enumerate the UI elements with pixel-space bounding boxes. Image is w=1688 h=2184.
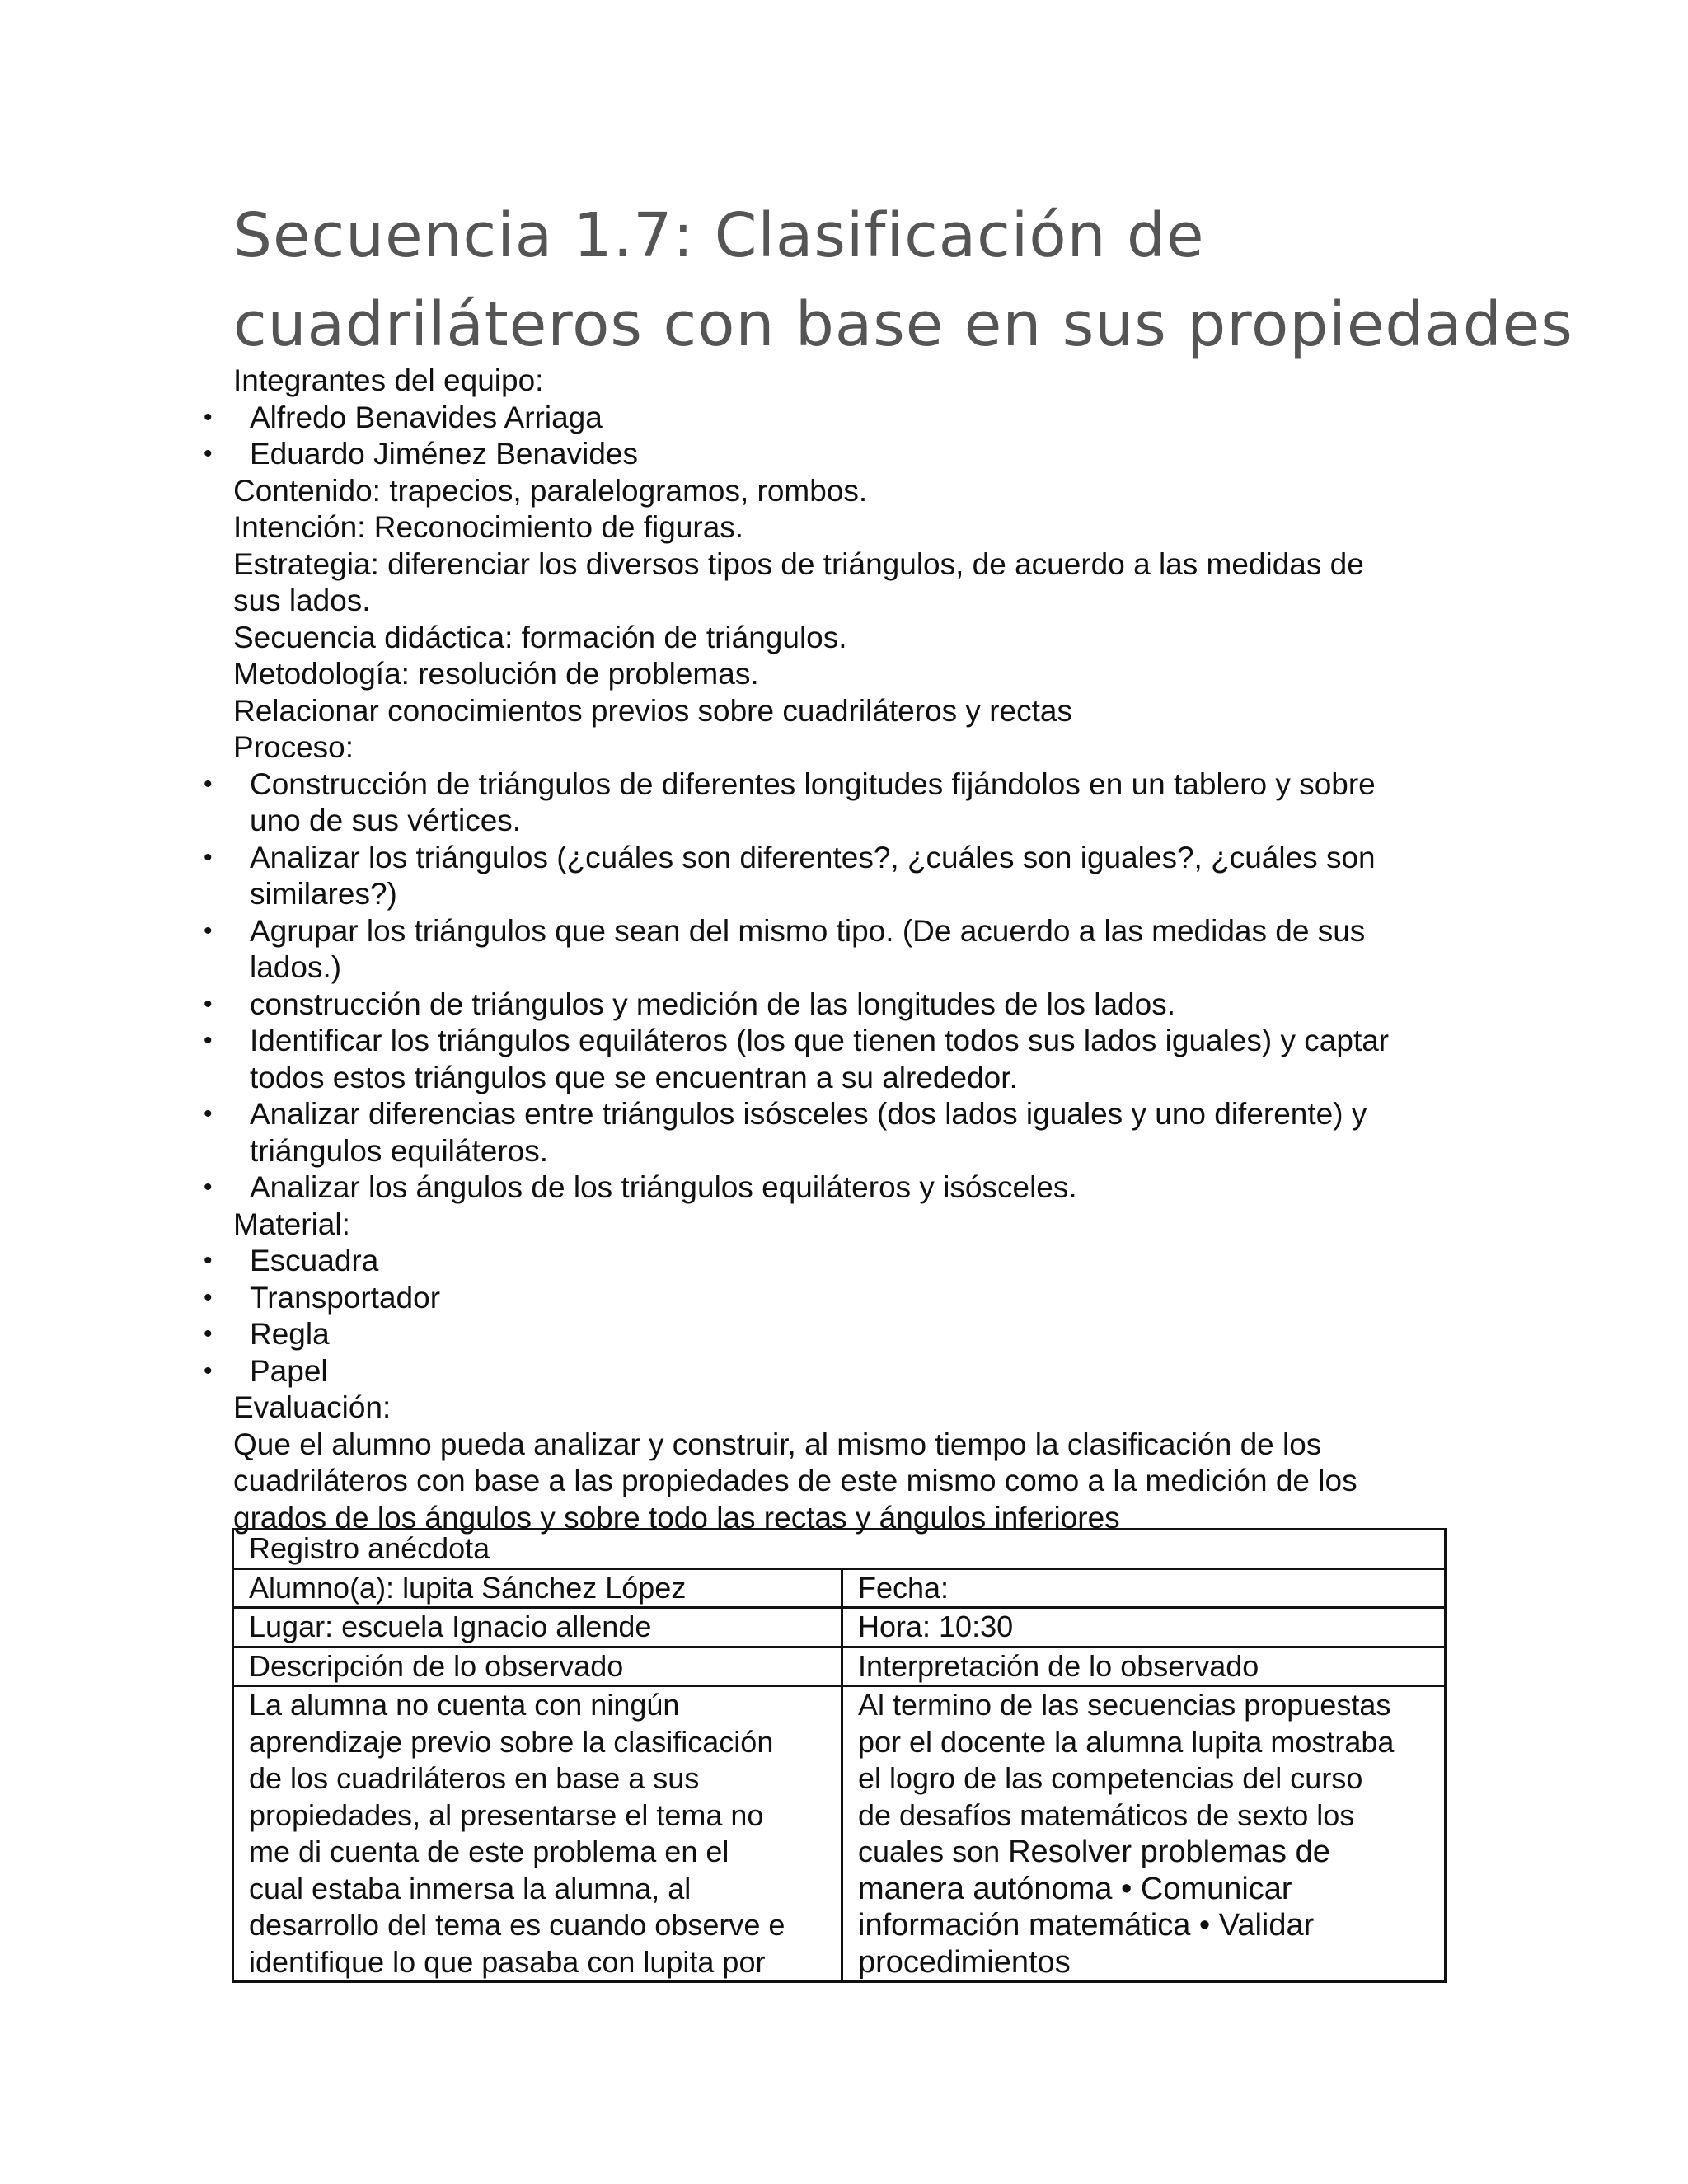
bullet-icon: • (204, 1027, 213, 1054)
integrantes-label: Integrantes del equipo: (233, 363, 544, 397)
bullet-icon: • (204, 403, 213, 431)
table-header-cell: Registro anécdota (233, 1530, 1446, 1569)
interpretacion-cell: Al termino de las secuencias propuestas por el docente la alumna lupita mostraba el logro de las competencias del curso de desafíos matemáticos de sexto los cuales son Resolver problemas de manera autónoma • Comunicar información matemática • Validar procedimientos (842, 1686, 1446, 1982)
document-title (233, 191, 1573, 369)
table-row (233, 1647, 1446, 1686)
descripcion-cell: La alumna no cuenta con ningún aprendizaje previo sobre la clasificación de los cuadriláteros en base a sus propiedades, al presentarse el tema no me di cuenta de este problema en el cual estaba inmersa la alumna, al desarrollo del tema es cuando observe e identifique lo que pasaba con lupita por (233, 1686, 842, 1982)
interpretacion-label-cell: Interpretación de lo observado (842, 1647, 1446, 1686)
list-item: • Identificar los triángulos equiláteros (los que tienen todos sus lados iguales) y captar todos estos triángulos que se encuentran a su alrededor. (204, 1024, 1390, 1094)
registro-anecdota-table (232, 1528, 1447, 1983)
bullet-icon: • (204, 440, 213, 467)
list-item: • Analizar diferencias entre triángulos isósceles (dos lados iguales y uno diferente) y triángulos equiláteros. (204, 1097, 1367, 1168)
bullet-icon: • (204, 916, 213, 944)
bullet-icon: • (204, 1357, 213, 1385)
estrategia-text-1: Estrategia: diferenciar los diversos tipos de triángulos, de acuerdo a las medidas de (233, 546, 1364, 581)
alumno-cell: Alumno(a): lupita Sánchez López (233, 1568, 842, 1608)
material-label: Material: (233, 1207, 350, 1241)
list-item: • Analizar los triángulos (¿cuáles son diferentes?, ¿cuáles son iguales?, ¿cuáles son similares?) (204, 840, 1376, 911)
list-item: • Analizar los ángulos de los triángulos equiláteros y isósceles. (233, 1169, 1437, 1207)
material-list (204, 1243, 1437, 1390)
bullet-icon: • (204, 1247, 213, 1274)
bullet-icon: • (204, 843, 213, 871)
evaluacion-text-1: Que el alumno pueda analizar y construir, al mismo tiempo la clasificación de los (233, 1427, 1322, 1461)
evaluacion-text-3: grados de los ángulos y sobre todo las rectas y ángulos inferiores (233, 1500, 1120, 1535)
list-item: • Papel (233, 1353, 1437, 1390)
evaluacion-text-2: cuadriláteros con base a las propiedades de este mismo como a la medición de los (233, 1464, 1357, 1497)
estrategia-text-2: sus lados. (233, 583, 371, 617)
hora-cell: Hora: 10:30 (842, 1608, 1446, 1647)
list-item: • Eduardo Jiménez Benavides (233, 436, 1437, 473)
table-row (233, 1568, 1446, 1608)
relacionar-text: Relacionar conocimientos previos sobre cuadriláteros y rectas (233, 693, 1072, 728)
list-item: • Escuadra (233, 1243, 1437, 1280)
bullet-icon: • (204, 770, 213, 798)
table-row (233, 1608, 1446, 1647)
list-item: • Construcción de triángulos de diferentes longitudes fijándolos en un tablero y sobre uno de sus vértices. (204, 766, 1376, 837)
list-item: • Transportador (233, 1280, 1437, 1317)
integrantes-list (204, 400, 1437, 473)
contenido-text: Contenido: trapecios, paralelogramos, rombos. (233, 473, 868, 508)
table-row (233, 1530, 1446, 1569)
evaluacion-label: Evaluación: (233, 1390, 392, 1424)
proceso-label: Proceso: (233, 730, 354, 764)
list-item: • Agrupar los triángulos que sean del mismo tipo. (De acuerdo a las medidas de sus lados.) (204, 913, 1366, 984)
intencion-text: Intención: Reconocimiento de figuras. (233, 510, 744, 544)
list-item: • Regla (233, 1316, 1437, 1353)
list-item: • construcción de triángulos y medición de las longitudes de los lados. (233, 987, 1437, 1024)
list-item: • Alfredo Benavides Arriaga (233, 400, 1437, 437)
descripcion-label-cell: Descripción de lo observado (233, 1647, 842, 1686)
title-line-1: Secuencia 1.7: Clasificación de (233, 200, 1205, 271)
bullet-icon: • (204, 1100, 213, 1127)
metodologia-text: Metodología: resolución de problemas. (233, 657, 759, 691)
secuencia-didactica-text: Secuencia didáctica: formación de triángulos. (233, 620, 847, 654)
bullet-icon: • (204, 1320, 213, 1347)
bullet-icon: • (204, 1174, 213, 1201)
bullet-icon: • (204, 1283, 213, 1311)
proceso-list (204, 766, 1437, 1207)
lugar-cell: Lugar: escuela Ignacio allende (233, 1608, 842, 1647)
document-body (204, 363, 1437, 1536)
table-row (233, 1686, 1446, 1982)
title-line-2: cuadriláteros con base en sus propiedades (233, 289, 1573, 360)
bullet-icon: • (204, 990, 213, 1018)
fecha-cell: Fecha: (842, 1568, 1446, 1608)
